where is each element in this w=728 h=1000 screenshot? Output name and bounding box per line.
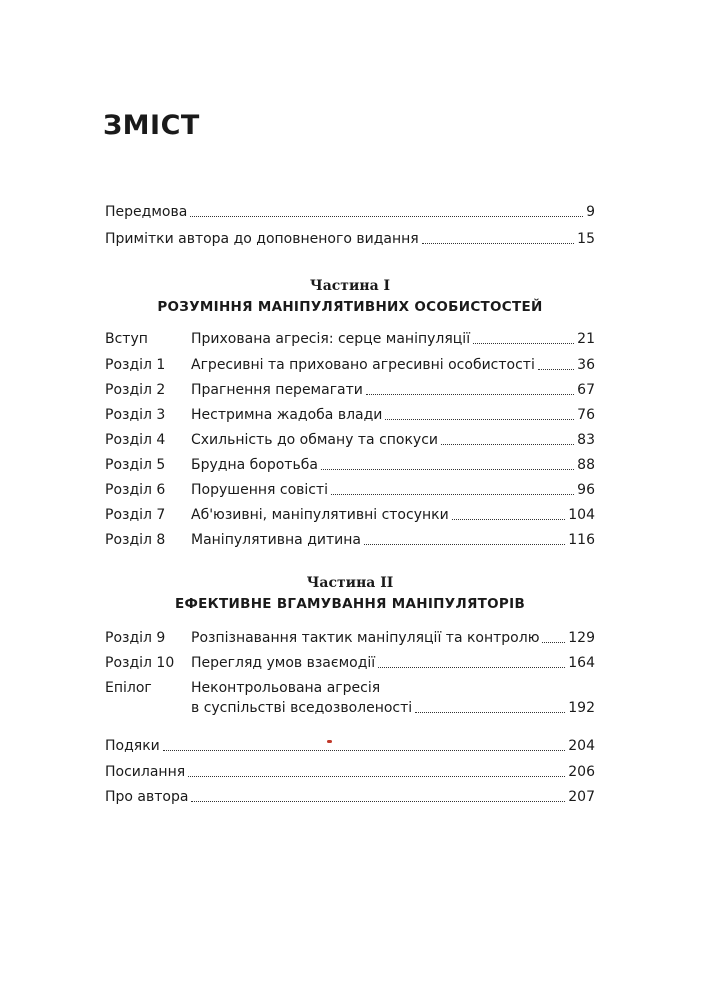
toc-entry-page: 206	[568, 764, 595, 780]
dot-leader	[366, 394, 574, 395]
dot-leader	[163, 750, 566, 751]
toc-entry-chapter-8[interactable]	[105, 530, 595, 550]
toc-entry-label: Розділ 2	[105, 382, 166, 398]
dot-leader	[452, 519, 566, 520]
toc-entry-label: Епілог	[105, 680, 152, 696]
toc-entry-page: 104	[568, 507, 595, 523]
toc-entry-text: Прагнення перемагати	[191, 382, 363, 398]
toc-entry-page: 96	[577, 482, 595, 498]
toc-entry-text: Агресивні та приховано агресивні особистості	[191, 357, 535, 373]
toc-entry-epilogue-line1: Неконтрольована агресія	[191, 680, 381, 696]
toc-entry-page: 192	[568, 700, 595, 716]
dot-leader	[422, 243, 574, 244]
toc-entry-page: 36	[577, 357, 595, 373]
toc-entry-page: 204	[568, 738, 595, 754]
dot-leader	[473, 343, 574, 344]
part-1-number: Частина I	[309, 278, 391, 294]
toc-entry-text: Порушення совісті	[191, 482, 329, 498]
toc-entry-chapter-10[interactable]	[105, 653, 595, 673]
dot-leader	[542, 642, 565, 643]
part-2-number: Частина II	[306, 575, 394, 591]
toc-entry-label: Розділ 10	[105, 655, 175, 671]
toc-entry-about-author[interactable]	[105, 787, 595, 807]
toc-entry-page: 88	[577, 457, 595, 473]
toc-entry-chapter-2[interactable]	[105, 380, 595, 400]
dot-leader	[190, 216, 583, 217]
toc-entry-text: Посилання	[105, 764, 186, 780]
toc-entry-label: Вступ	[105, 331, 148, 347]
toc-entry-label: Розділ 1	[105, 357, 166, 373]
toc-entry-text: Нестримна жадоба влади	[191, 407, 383, 423]
toc-entry-chapter-5[interactable]	[105, 455, 595, 475]
toc-entry-acknowledgments[interactable]	[105, 736, 595, 756]
toc-entry-page: 21	[577, 331, 595, 347]
toc-entry-label: Розділ 3	[105, 407, 166, 423]
toc-entry-label: Розділ 4	[105, 432, 166, 448]
toc-entry-text: Схильність до обману та спокуси	[191, 432, 439, 448]
dot-leader	[321, 469, 574, 470]
toc-entry-text: Про автора	[105, 789, 189, 805]
toc-entry-author-notes[interactable]	[105, 229, 595, 249]
dot-leader	[331, 494, 574, 495]
dot-leader	[364, 544, 565, 545]
toc-entry-references[interactable]	[105, 762, 595, 782]
toc-entry-text: Аб'юзивні, маніпулятивні стосунки	[191, 507, 449, 523]
toc-entry-page: 164	[568, 655, 595, 671]
page-title: ЗМІСТ	[103, 110, 200, 141]
toc-entry-text: Передмова	[105, 204, 188, 220]
toc-entry-foreword[interactable]	[105, 202, 595, 222]
toc-entry-label: Розділ 5	[105, 457, 166, 473]
dot-leader	[191, 801, 565, 802]
toc-entry-intro[interactable]	[105, 329, 595, 349]
toc-entry-chapter-9[interactable]	[105, 628, 595, 648]
part-1-name: РОЗУМІННЯ МАНІПУЛЯТИВНИХ ОСОБИСТОСТЕЙ	[157, 299, 543, 315]
toc-entry-page: 116	[568, 532, 595, 548]
toc-entry-label: Розділ 7	[105, 507, 166, 523]
toc-entry-text: в суспільстві вседозволеності	[191, 700, 413, 716]
toc-entry-page: 129	[568, 630, 595, 646]
dot-leader	[538, 369, 574, 370]
toc-entry-page: 76	[577, 407, 595, 423]
toc-entry-chapter-6[interactable]	[105, 480, 595, 500]
toc-entry-label: Розділ 9	[105, 630, 166, 646]
toc-entry-text: Брудна боротьба	[191, 457, 318, 473]
toc-entry-label: Розділ 6	[105, 482, 166, 498]
toc-entry-text: Перегляд умов взаємодії	[191, 655, 376, 671]
toc-entry-chapter-1[interactable]	[105, 355, 595, 375]
toc-entry-label: Розділ 8	[105, 532, 166, 548]
toc-entry-chapter-4[interactable]	[105, 430, 595, 450]
toc-entry-text: Маніпулятивна дитина	[191, 532, 361, 548]
toc-entry-page: 207	[568, 789, 595, 805]
dot-leader	[378, 667, 565, 668]
toc-entry-text: Примітки автора до доповненого видання	[105, 231, 419, 247]
toc-entry-text: Подяки	[105, 738, 160, 754]
dot-leader	[188, 776, 565, 777]
dot-leader	[441, 444, 574, 445]
toc-entry-page: 15	[577, 231, 595, 247]
toc-entry-chapter-3[interactable]	[105, 405, 595, 425]
ink-mark	[327, 740, 332, 743]
toc-entry-page: 83	[577, 432, 595, 448]
toc-entry-text: Прихована агресія: серце маніпуляції	[191, 331, 471, 347]
toc-entry-text: Розпізнавання тактик маніпуляції та контролю	[191, 630, 540, 646]
dot-leader	[385, 419, 574, 420]
part-2-name: ЕФЕКТИВНЕ ВГАМУВАННЯ МАНІПУЛЯТОРІВ	[174, 596, 526, 612]
toc-entry-page: 67	[577, 382, 595, 398]
toc-entry-page: 9	[586, 204, 595, 220]
dot-leader	[415, 712, 565, 713]
toc-entry-chapter-7[interactable]	[105, 505, 595, 525]
